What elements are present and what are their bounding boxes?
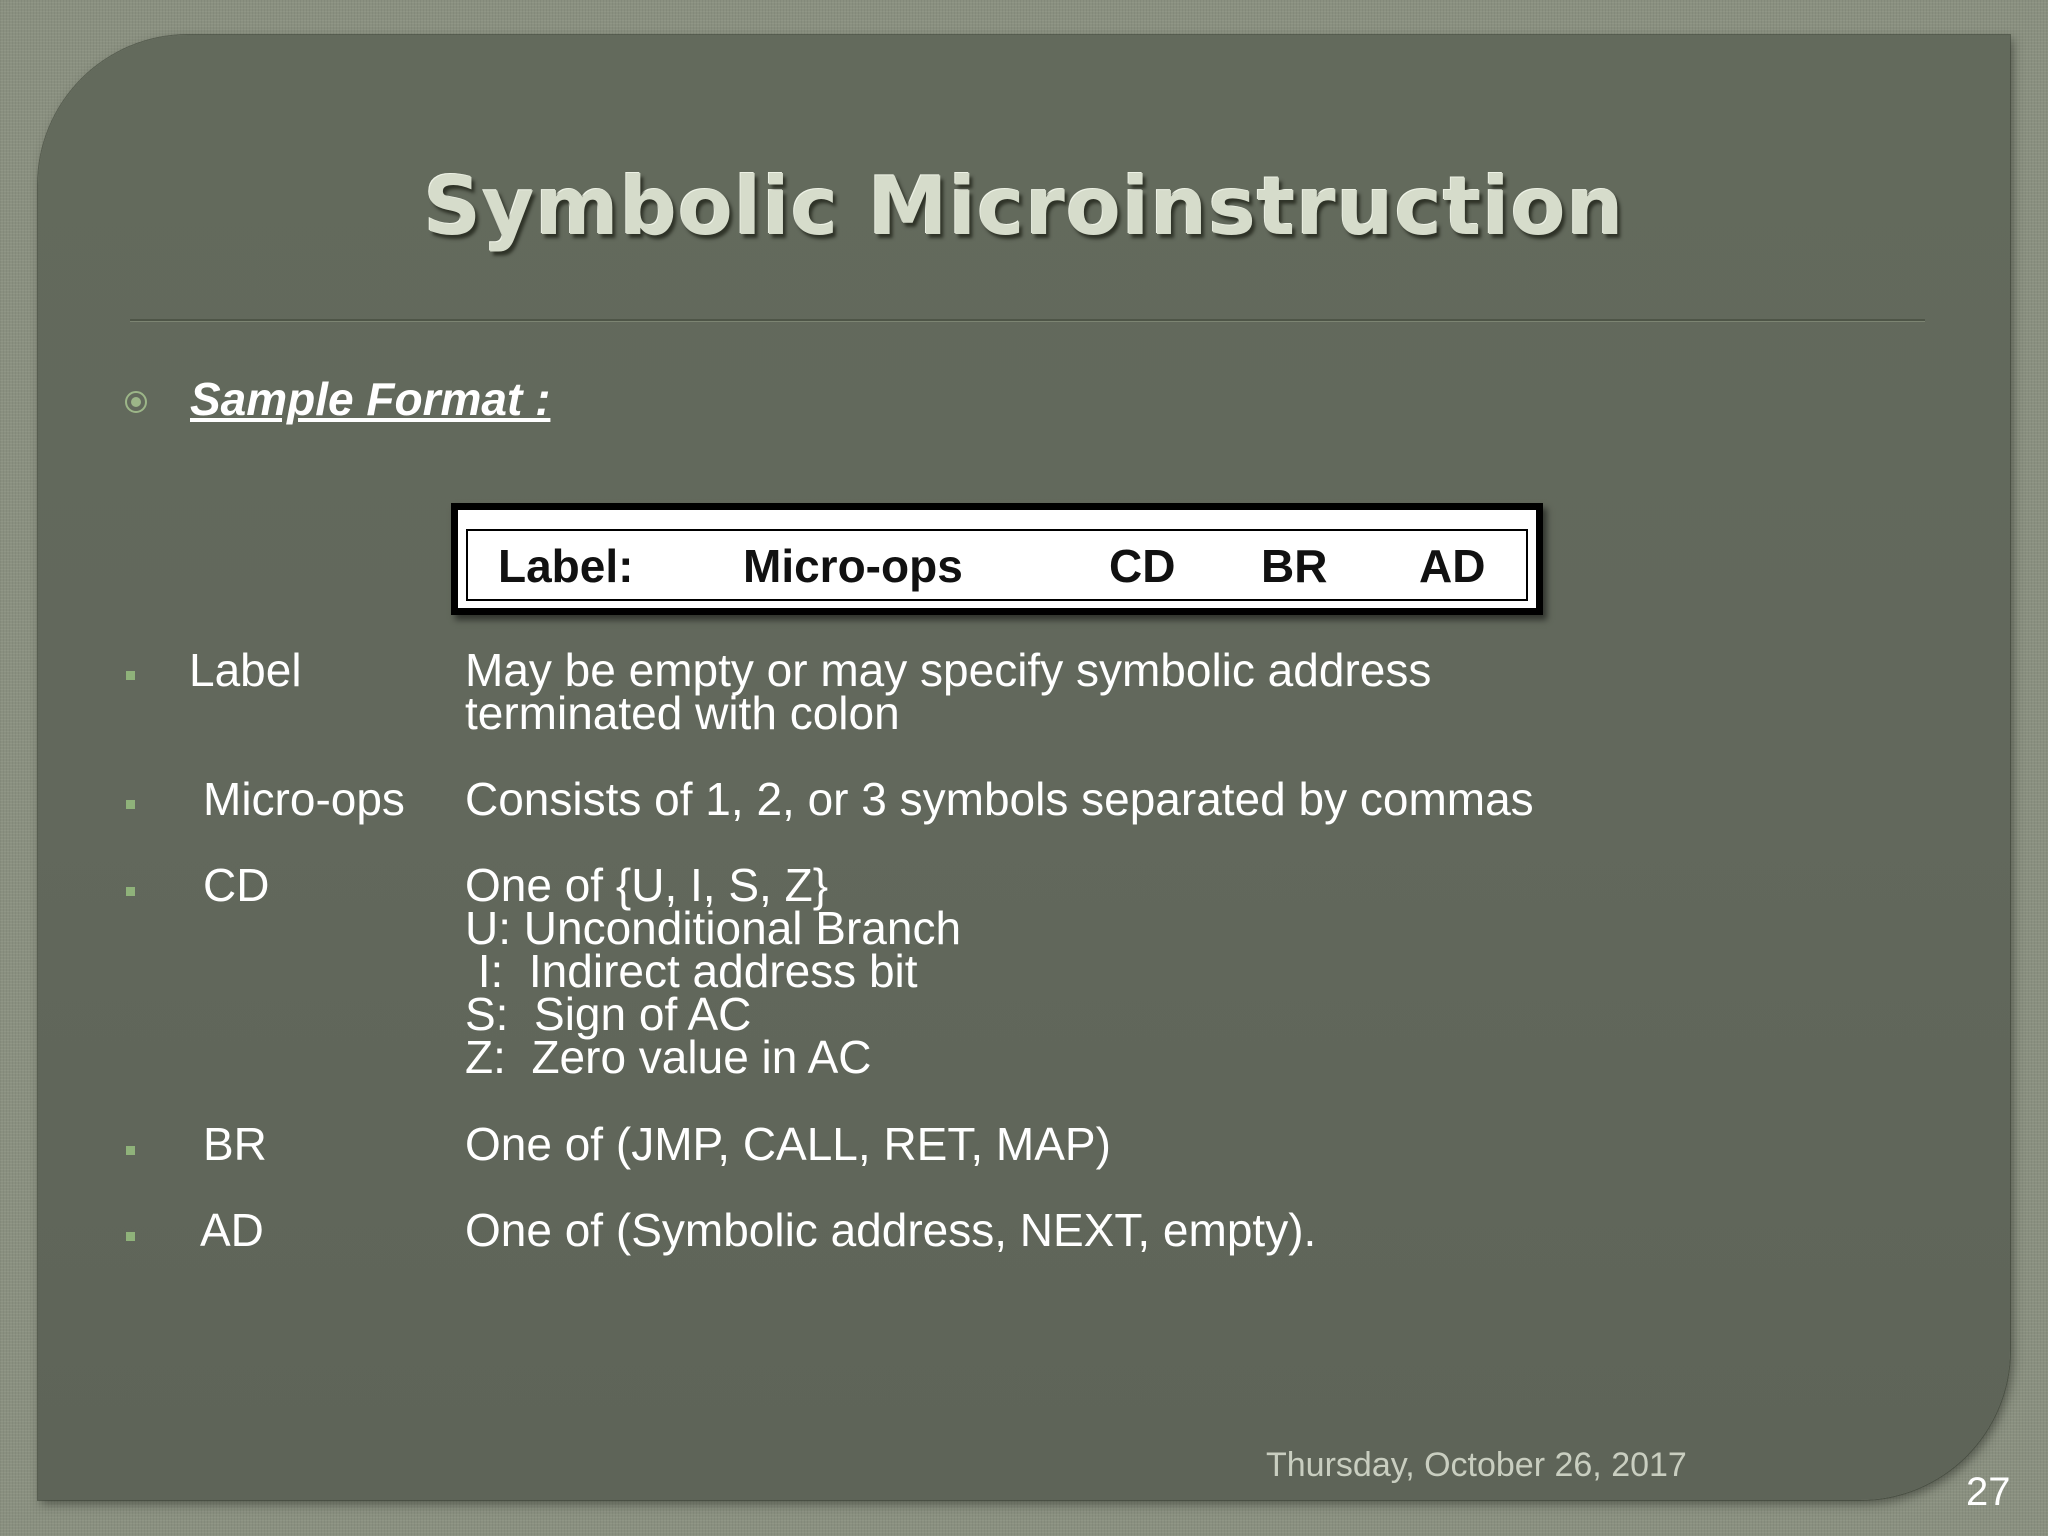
square-bullet-icon (126, 1146, 135, 1155)
page-number: 27 (1966, 1470, 2011, 1514)
definition-term-br: BR (203, 1118, 267, 1170)
format-field-label: Label: (498, 540, 634, 592)
format-field-ad: AD (1419, 540, 1486, 592)
title-divider (130, 319, 1925, 322)
definition-desc-label-line-2: terminated with colon (465, 687, 900, 739)
format-field-micro-ops: Micro-ops (743, 540, 963, 592)
definition-desc-micro-ops: Consists of 1, 2, or 3 symbols separated by commas (465, 773, 1534, 825)
definition-term-micro-ops: Micro-ops (203, 773, 405, 825)
definition-desc-br: One of (JMP, CALL, RET, MAP) (465, 1118, 1111, 1170)
format-field-br: BR (1261, 540, 1328, 592)
square-bullet-icon (126, 1232, 135, 1241)
square-bullet-icon (126, 671, 135, 680)
definition-desc-label-line-1: May be empty or may specify symbolic address (465, 644, 1432, 696)
definition-term-cd: CD (203, 859, 270, 911)
format-field-cd: CD (1109, 540, 1176, 592)
slide-title: Symbolic Microinstruction (423, 160, 1625, 253)
definition-term-ad: AD (200, 1204, 264, 1256)
definition-desc-ad: One of (Symbolic address, NEXT, empty). (465, 1204, 1317, 1256)
circle-bullet-icon (125, 391, 147, 413)
square-bullet-icon (126, 887, 135, 896)
definition-desc-cd-line-2: U: Unconditional Branch (465, 902, 962, 954)
definition-desc-cd-line-5: Z: Zero value in AC (465, 1031, 872, 1083)
slide-panel (38, 35, 2010, 1500)
definition-desc-cd-line-1: One of {U, I, S, Z} (465, 859, 829, 911)
sample-format-heading: Sample Format : (190, 373, 551, 425)
definition-desc-cd-line-4: S: Sign of AC (465, 988, 752, 1040)
footer-date: Thursday, October 26, 2017 (1266, 1446, 1687, 1484)
format-diagram (451, 503, 1543, 615)
square-bullet-icon (126, 800, 135, 809)
definition-term-label: Label (189, 644, 302, 696)
definition-desc-cd-line-3: I: Indirect address bit (465, 945, 918, 997)
